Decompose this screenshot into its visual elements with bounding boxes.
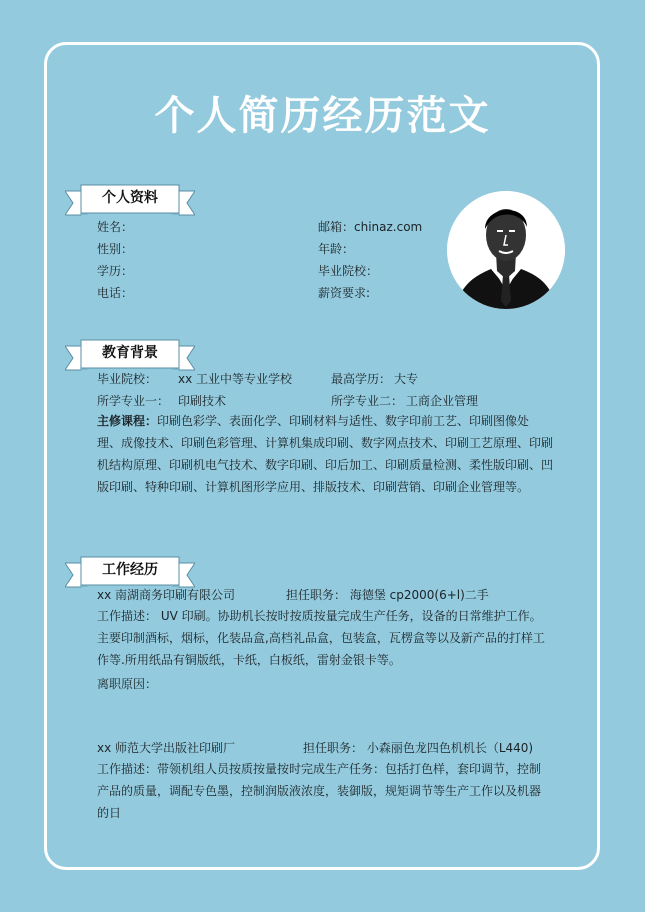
- label-age: 年龄：: [318, 242, 355, 256]
- edu-degree-value: 大专: [394, 372, 419, 386]
- edu-major2-label: 所学专业二：: [331, 394, 404, 408]
- job1-reason: 离职原因：: [97, 677, 158, 691]
- edu-major2-value: 工商企业管理: [406, 394, 479, 408]
- section-title-personal: 个人资料: [102, 190, 158, 206]
- section-ribbon-education: [65, 338, 195, 372]
- label-gender: 性别：: [97, 242, 134, 256]
- label-email: 邮箱：chinaz.com: [318, 220, 423, 234]
- job1-company: xx 南湖商务印刷有限公司: [97, 588, 236, 602]
- edu-courses-text: 印刷色彩学、表面化学、印刷材料与适性、数字印前工艺、印刷图像处理、成像技术、印刷色彩管理、计算机集成印刷、数字网点技术、印刷工艺原理、印刷机结构原理、印刷机电气技术、数字印刷、印后加工、印刷质量检测、柔性版印刷、凹版印刷、特种印刷、计算机图形学应用、排版技术、印刷营销、印刷企业管理等。: [97, 414, 554, 494]
- label-salary: 薪资要求:: [318, 286, 371, 300]
- edu-degree-label: 最高学历：: [331, 372, 392, 386]
- label-phone: 电话：: [97, 286, 134, 300]
- edu-school-label: 毕业院校：: [97, 372, 158, 386]
- section-ribbon-work: [65, 555, 195, 589]
- page-title: 个人简历经历范文: [154, 93, 491, 139]
- label-school: 毕业院校：: [318, 264, 379, 278]
- edu-major1-label: 所学专业一：: [97, 394, 170, 408]
- label-education: 学历：: [97, 264, 134, 278]
- portrait-silhouette-icon: [447, 191, 565, 309]
- job2-company: xx 师范大学出版社印刷厂: [97, 741, 236, 755]
- label-name: 姓名：: [97, 220, 134, 234]
- edu-courses-label: 主修课程：: [97, 414, 158, 428]
- edu-major1-value: 印刷技术: [178, 394, 227, 408]
- section-title-work: 工作经历: [102, 562, 158, 578]
- edu-courses: [97, 410, 553, 498]
- job1-position: 担任职务： 海德堡 cp2000(6+l)二手: [286, 588, 489, 602]
- job1-description: 工作描述： UV 印刷。协助机长按时按质按量完成生产任务，设备的日常维护工作。主要印制酒标，烟标，化装品盒,高档礼品盒，包装盒，瓦楞盒等以及新产品的打样工作等.所用纸品有铜版纸，卡纸，白板纸，雷射金银卡等。: [97, 609, 545, 667]
- edu-school-value: xx 工业中等专业学校: [178, 372, 293, 386]
- job2-description: 工作描述：带领机组人员按质按量按时完成生产任务：包括打色样，套印调节，控制产品的质量，调配专色墨，控制润版液浓度，装御版，规矩调节等生产工作以及机器的日: [97, 762, 542, 820]
- section-ribbon-personal: [65, 183, 195, 217]
- profile-photo: [447, 191, 565, 309]
- job2-position: 担任职务： 小森丽色龙四色机机长（L440): [303, 741, 534, 755]
- section-title-education: 教育背景: [102, 345, 158, 361]
